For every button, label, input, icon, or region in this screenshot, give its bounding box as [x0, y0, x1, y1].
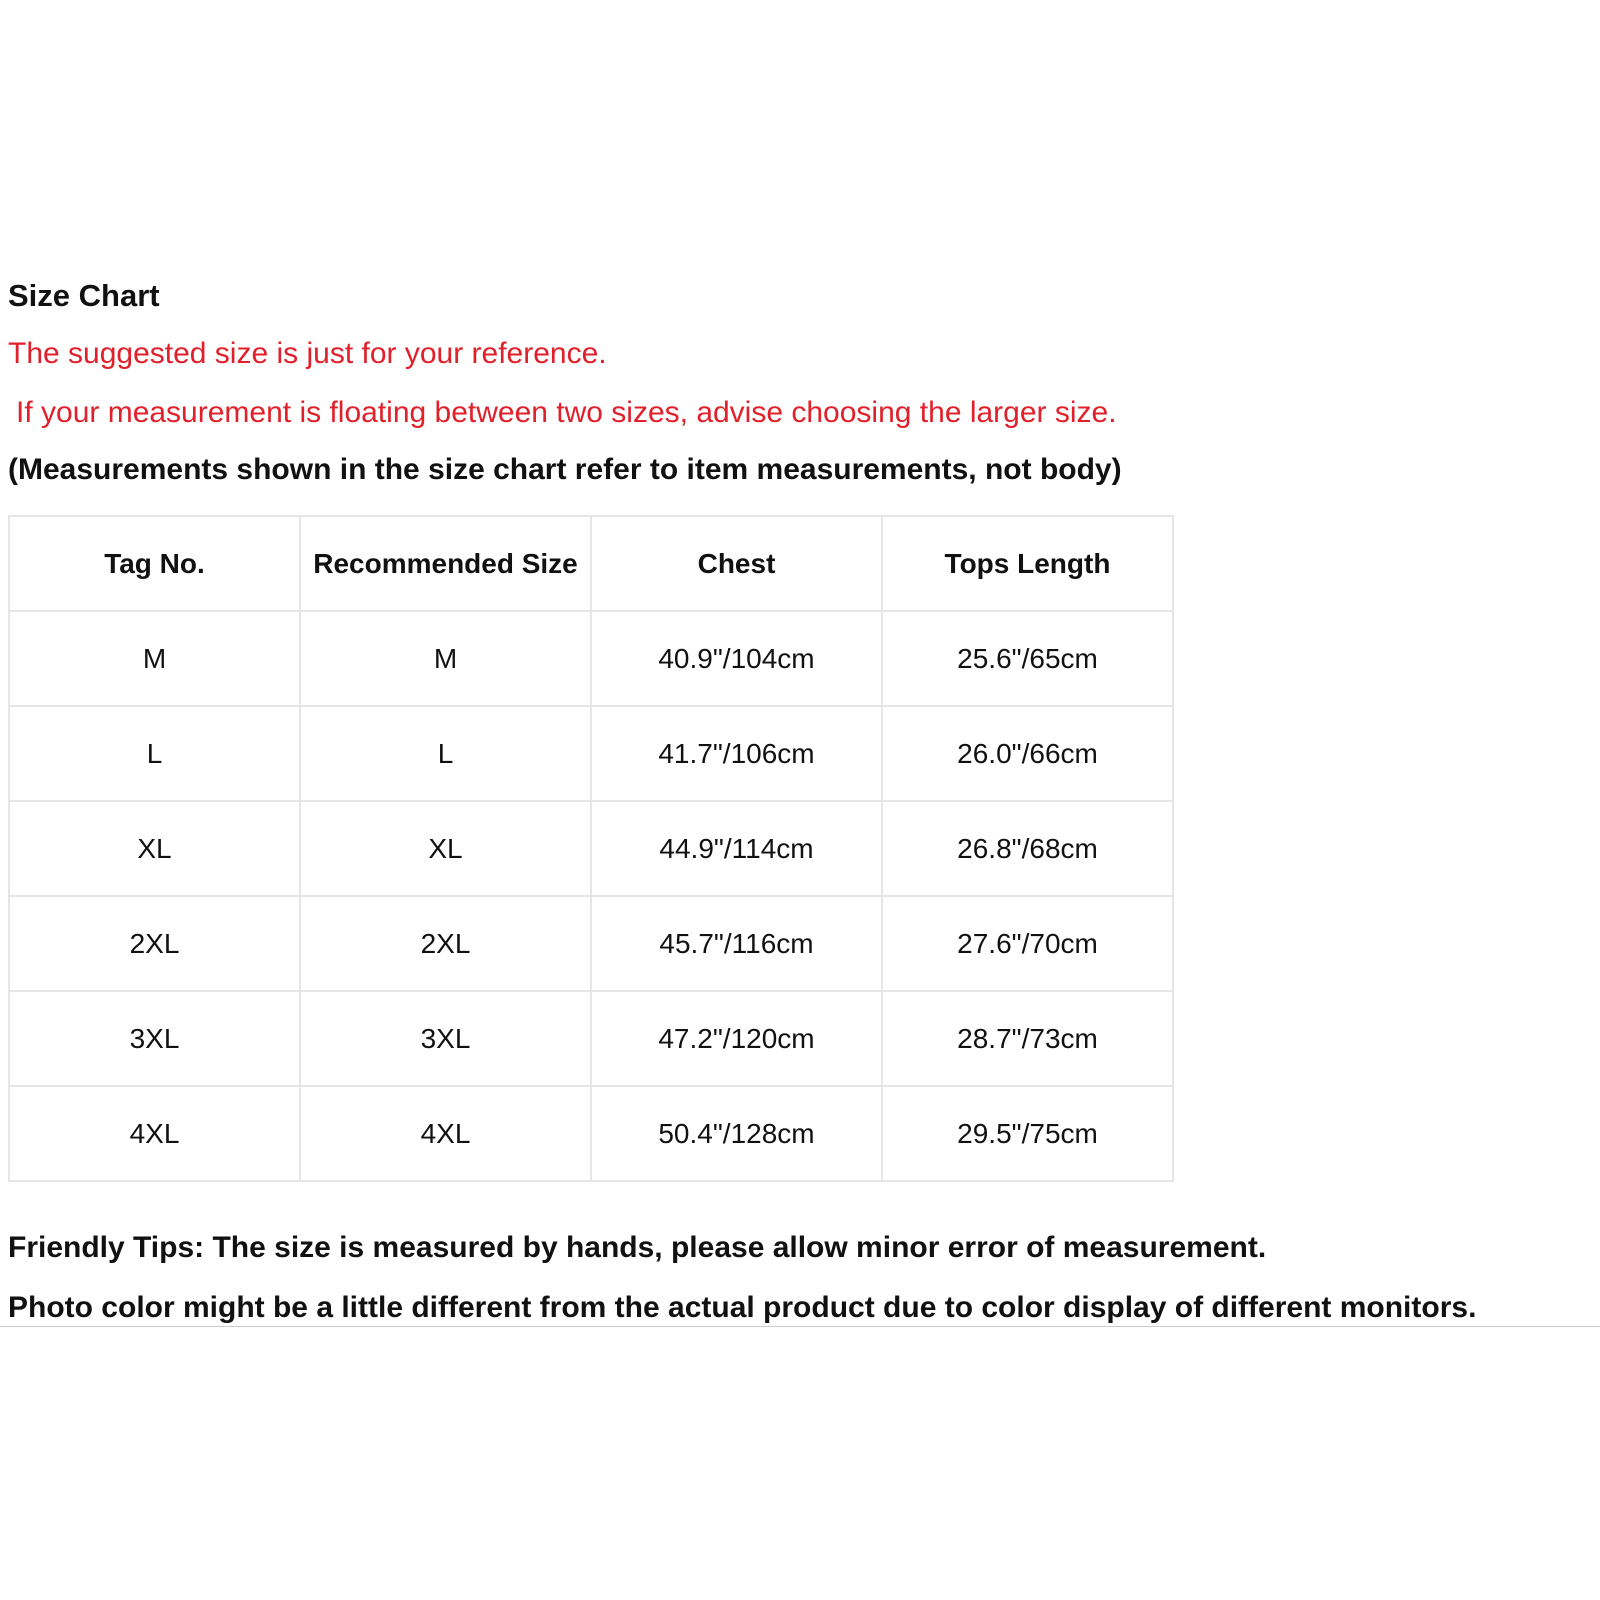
cell-tops-length: 27.6"/70cm [882, 896, 1173, 991]
cell-recommended-size: XL [300, 801, 591, 896]
cell-tops-length: 26.0"/66cm [882, 706, 1173, 801]
cell-tag-no: XL [9, 801, 300, 896]
cell-recommended-size: L [300, 706, 591, 801]
friendly-tip: Friendly Tips: The size is measured by hands, please allow minor error of measurement. [8, 1231, 1267, 1264]
cell-chest: 50.4"/128cm [591, 1086, 882, 1181]
cell-tops-length: 28.7"/73cm [882, 991, 1173, 1086]
size-chart-table [8, 515, 1174, 1182]
color-disclaimer: Photo color might be a little different from the actual product due to color display of different monitors. [8, 1291, 1477, 1324]
footer-divider [0, 1326, 1600, 1327]
header-recommended-size: Recommended Size [300, 516, 591, 611]
cell-chest: 40.9"/104cm [591, 611, 882, 706]
cell-tag-no: 2XL [9, 896, 300, 991]
cell-tag-no: 3XL [9, 991, 300, 1086]
cell-recommended-size: M [300, 611, 591, 706]
table-row [9, 896, 1173, 991]
cell-chest: 44.9"/114cm [591, 801, 882, 896]
cell-tag-no: 4XL [9, 1086, 300, 1181]
cell-tops-length: 29.5"/75cm [882, 1086, 1173, 1181]
cell-tops-length: 26.8"/68cm [882, 801, 1173, 896]
cell-recommended-size: 3XL [300, 991, 591, 1086]
page-title: Size Chart [8, 278, 160, 313]
table-header-row [9, 516, 1173, 611]
reference-note: The suggested size is just for your reference. [8, 337, 607, 370]
table-row [9, 611, 1173, 706]
header-tag-no: Tag No. [9, 516, 300, 611]
cell-tag-no: M [9, 611, 300, 706]
table-row [9, 991, 1173, 1086]
table-row [9, 1086, 1173, 1181]
header-tops-length: Tops Length [882, 516, 1173, 611]
table-row [9, 706, 1173, 801]
cell-recommended-size: 2XL [300, 896, 591, 991]
cell-recommended-size: 4XL [300, 1086, 591, 1181]
cell-tops-length: 25.6"/65cm [882, 611, 1173, 706]
cell-tag-no: L [9, 706, 300, 801]
header-chest: Chest [591, 516, 882, 611]
cell-chest: 41.7"/106cm [591, 706, 882, 801]
cell-chest: 47.2"/120cm [591, 991, 882, 1086]
measurement-note: (Measurements shown in the size chart refer to item measurements, not body) [8, 453, 1122, 486]
cell-chest: 45.7"/116cm [591, 896, 882, 991]
sizing-advice-note: If your measurement is floating between two sizes, advise choosing the larger size. [16, 396, 1117, 429]
table-row [9, 801, 1173, 896]
